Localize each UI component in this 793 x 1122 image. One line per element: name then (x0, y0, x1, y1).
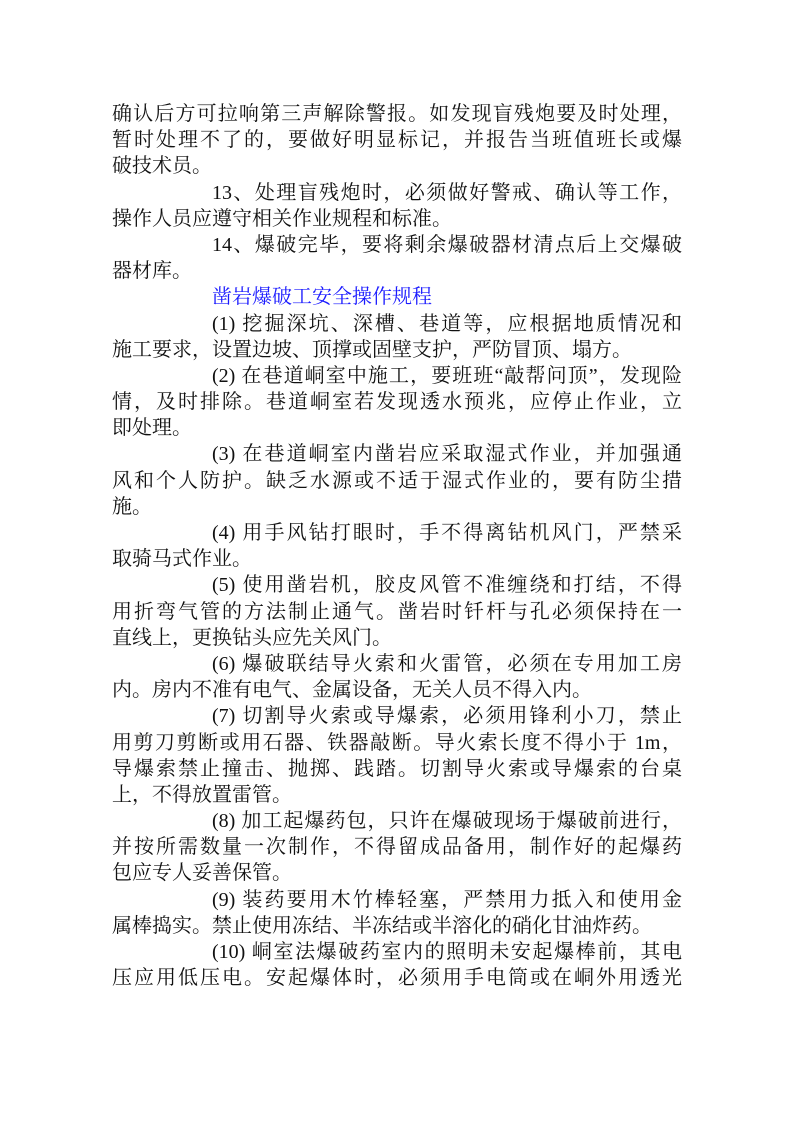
text-line: 用剪刀剪断或用石器、铁器敲断。导火索长度不得小于 1m， (112, 731, 682, 754)
document-page (112, 101, 682, 991)
text-line: (4) 用手风钻打眼时，手不得离钻机风门，严禁采 (212, 522, 682, 544)
paragraph (112, 232, 682, 284)
text-line: (6) 爆破联结导火索和火雷管，必须在专用加工房 (212, 652, 682, 675)
text-line: 确认后方可拉响第三声解除警报。如发现盲残炮要及时处理， (112, 103, 682, 125)
text-line: 内。房内不准有电气、金属设备，无关人员不得入内。 (112, 679, 592, 702)
text-line: 并按所需数量一次制作，不得留成品备用，制作好的起爆药 (112, 836, 682, 859)
paragraph (112, 180, 682, 232)
text-line: 包应专人妥善保管。 (112, 862, 292, 885)
text-line: 用折弯气管的方法制止通气。凿岩时钎杆与孔必须保持在一 (112, 600, 682, 623)
text-line: (2) 在巷道峒室中施工，要班班“敲帮问顶”，发现险 (212, 364, 682, 387)
text-line: (8) 加工起爆药包，只许在爆破现场于爆破前进行， (212, 810, 682, 833)
paragraph (112, 311, 682, 363)
paragraph (112, 520, 682, 572)
text-line: 风和个人防护。缺乏水源或不适于湿式作业的，要有防尘措 (112, 469, 682, 492)
text-line: 上，不得放置雷管。 (112, 783, 292, 806)
paragraph (112, 572, 682, 651)
text-line: (10) 峒室法爆破药室内的照明未安起爆棒前，其电 (212, 941, 682, 963)
paragraph (112, 363, 682, 442)
paragraph (112, 939, 682, 991)
text-line: 直线上，更换钻头应先关风门。 (112, 626, 392, 649)
paragraph (112, 651, 682, 703)
text-line: 压应用低压电。安起爆体时，必须用手电筒或在峒外用透光 (112, 967, 682, 990)
text-line: 破技术员。 (112, 155, 212, 178)
text-line: 取骑马式作业。 (112, 548, 252, 571)
paragraph (112, 808, 682, 887)
text-line: 施工要求，设置边坡、顶撑或固壁支护，严防冒顶、塌方。 (112, 338, 632, 361)
text-line: (3) 在巷道峒室内凿岩应采取湿式作业，并加强通 (212, 443, 682, 466)
text-line: (1) 挖掘深坑、深槽、巷道等，应根据地质情况和 (212, 312, 682, 335)
text-line: 13、处理盲残炮时，必须做好警戒、确认等工作， (212, 181, 682, 204)
text-line: 施。 (112, 495, 152, 518)
text-line: (7) 切割导火索或导爆索，必须用锋利小刀，禁止 (212, 705, 682, 728)
text-line: 属棒捣实。禁止使用冻结、半冻结或半溶化的硝化甘油炸药。 (112, 914, 652, 937)
paragraph (112, 441, 682, 520)
text-line: 即处理。 (112, 417, 192, 440)
text-line: 暂时处理不了的，要做好明显标记，并报告当班值班长或爆 (112, 129, 682, 152)
paragraph (112, 703, 682, 808)
text-line: 凿岩爆破工安全操作规程 (212, 286, 432, 309)
paragraph (112, 887, 682, 939)
text-line: (9) 装药要用木竹棒轻塞，严禁用力抵入和使用金 (212, 888, 682, 911)
text-line: 导爆索禁止撞击、抛掷、践踏。切割导火索或导爆索的台桌 (112, 757, 682, 780)
text-line: 器材库。 (112, 260, 192, 283)
text-line: 情，及时排除。巷道峒室若发现透水预兆，应停止作业，立 (112, 391, 682, 414)
section-title (112, 284, 682, 310)
text-line: 操作人员应遵守相关作业规程和标准。 (112, 207, 452, 230)
text-line: 14、爆破完毕，要将剩余爆破器材清点后上交爆破 (212, 233, 682, 256)
paragraph (112, 101, 682, 180)
text-line: (5) 使用凿岩机，胶皮风管不准缠绕和打结，不得 (212, 574, 682, 597)
